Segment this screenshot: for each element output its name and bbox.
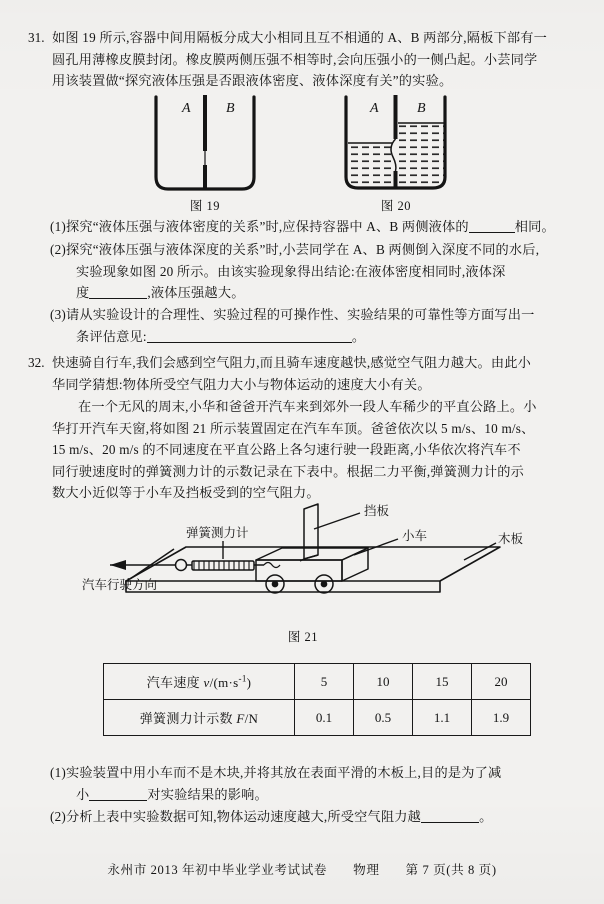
q32-sub1-line-1 <box>50 762 590 784</box>
q32-p2-line-3: 15 m/s、20 m/s 的不同速度在平直公路上各匀速行驶一段距离,小华依次将汽车不 <box>52 442 521 457</box>
q31-sub3-line-2 <box>50 326 590 348</box>
figure-20 <box>340 95 452 214</box>
figure-21 <box>68 503 538 645</box>
speed-unit-exp: -1 <box>238 673 247 684</box>
table-cell-force-1: 0.1 <box>295 700 354 736</box>
figure-20-label-b: B <box>417 101 426 116</box>
footer-subject: 物理 <box>353 863 380 877</box>
q32-p2-line-4: 同行驶速度时的弹簧测力计的示数记录在下表中。根据二力平衡,弹簧测力计的示 <box>52 463 525 479</box>
q31-sub1-blank[interactable] <box>469 232 515 233</box>
q31-sub3-label: (3) <box>50 307 66 322</box>
figure-19-container <box>150 95 260 195</box>
q31-sub1-text-before: 探究“液体压强与液体密度的关系”时,应保持容器中 A、B 两侧液体的 <box>65 219 469 234</box>
table-cell-speed-2: 10 <box>354 664 413 700</box>
figure-19-label-b: B <box>226 101 235 116</box>
q31-sub2-text-3a: 度 <box>76 285 90 300</box>
q32-sub2-blank[interactable] <box>421 822 479 823</box>
force-unit: /N <box>244 711 259 726</box>
question-32-sub-1 <box>50 762 590 805</box>
figure-21-label-baffle: 挡板 <box>364 504 390 518</box>
q31-sub1-label: (1) <box>50 219 66 234</box>
figure-21-label-board: 木板 <box>498 532 524 546</box>
question-32-sub-2 <box>50 806 590 828</box>
speed-unit-end: ) <box>246 675 252 690</box>
page-footer <box>0 859 604 878</box>
figure-21-label-direction: 汽车行驶方向 <box>82 578 158 592</box>
q32-sub1-blank[interactable] <box>89 800 147 801</box>
force-symbol: F <box>236 711 245 726</box>
speed-symbol: v <box>203 675 210 690</box>
q31-sub2-line-3 <box>50 282 590 304</box>
q31-sub3-text-1: 请从实验设计的合理性、实验过程的可操作性、实验结果的可靠性等方面写出一 <box>65 307 535 322</box>
table-cell-speed-1: 5 <box>295 664 354 700</box>
q31-sub3-text-2b: 。 <box>351 328 366 344</box>
q32-sub1-text-2b: 对实验结果的影响。 <box>147 786 268 802</box>
q31-sub2-line-1 <box>50 239 590 261</box>
question-32-number: 32. <box>28 355 45 370</box>
figure-20-container <box>340 95 452 195</box>
q31-sub2-blank[interactable] <box>89 298 147 299</box>
figure-19-svg <box>150 95 260 195</box>
footer-exam-name: 永州市 2013 年初中毕业学业考试试卷 <box>107 863 328 877</box>
q31-sub3-blank[interactable] <box>147 342 352 343</box>
figure-21-svg <box>68 503 538 625</box>
figure-19-caption: 图 19 <box>189 199 221 213</box>
question-31-sub-2 <box>50 239 590 304</box>
q32-sub2-text-before: 分析上表中实验数据可知,物体运动速度越大,所受空气阻力越 <box>65 809 422 824</box>
table-cell-speed-3: 15 <box>413 664 472 700</box>
direction-arrow-icon <box>110 560 176 570</box>
figure-20-label-a: A <box>370 101 379 116</box>
q32-sub1-text-2a: 小 <box>76 786 90 802</box>
q32-stem-line-1: 快速骑自行车,我们会感到空气阻力,而且骑车速度越快,感觉空气阻力越大。由此小 <box>52 355 532 370</box>
q31-sub2-text-1: 探究“液体压强与液体深度的关系”时,小芸同学在 A、B 两侧倒入深度不同的水后, <box>65 242 540 257</box>
figure-19 <box>150 95 260 214</box>
footer-page-number: 第 7 页(共 8 页) <box>405 863 497 877</box>
table-cell-force-2: 0.5 <box>354 700 413 736</box>
question-31-sub-1 <box>50 216 590 238</box>
q32-stem-line-2: 华同学猜想:物体所受空气阻力大小与物体运动的速度大小有关。 <box>52 376 431 392</box>
q31-stem-line-1: 如图 19 所示,容器中间用隔板分成大小相同且互不相通的 A、B 两部分,隔板下部有一 <box>52 30 548 45</box>
q32-sub2-text-after: 。 <box>479 809 493 824</box>
q31-sub2-text-3b: ,液体压强越大。 <box>147 285 245 300</box>
q31-stem-line-2: 圆孔用薄橡皮膜封闭。橡皮膜两侧压强不相等时,会向压强小的一侧凸起。小芸同学 <box>52 51 538 67</box>
figure-20-svg <box>340 95 452 195</box>
question-31-number: 31. <box>28 30 45 45</box>
figure-21-caption: 图 21 <box>287 630 319 644</box>
q32-sub1-text-1: 实验装置中用小车而不是木块,并将其放在表面平滑的木板上,目的是为了减 <box>65 765 502 780</box>
q32-p2-line-2: 华打开汽车天窗,将如图 21 所示装置固定在汽车车顶。爸爸依次以 5 m/s、10 m/s、 <box>52 420 535 436</box>
table-header-speed <box>104 664 295 700</box>
speed-label-cn: 汽车速度 <box>146 675 204 690</box>
question-32-stem <box>52 352 590 395</box>
q31-sub2-label: (2) <box>50 242 66 257</box>
table-cell-force-3: 1.1 <box>413 700 472 736</box>
force-label-cn: 弹簧测力计示数 <box>139 711 237 726</box>
question-32-paragraph-2 <box>52 396 590 504</box>
table-header-force <box>104 700 295 736</box>
q31-sub2-text-2: 实验现象如图 20 所示。由该实验现象得出结论:在液体密度相同时,液体深 <box>76 263 506 279</box>
figure-19-label-a: A <box>182 101 191 116</box>
q31-sub1-text-after: 相同。 <box>514 219 555 234</box>
q31-stem-line-3: 用该装置做“探究液体压强是否跟液体密度、液体深度有关”的实验。 <box>52 73 453 88</box>
table-cell-speed-4: 20 <box>472 664 531 700</box>
q31-sub3-text-2a: 条评估意见: <box>76 328 147 344</box>
q31-sub3-line-1 <box>50 304 590 326</box>
figure-21-label-spring-scale: 弹簧测力计 <box>186 526 249 540</box>
table-row-speed <box>104 664 531 700</box>
question-31-stem <box>52 27 590 92</box>
table-row-force <box>104 700 531 736</box>
figure-20-caption: 图 20 <box>380 199 412 213</box>
speed-unit: /(m·s <box>209 675 239 690</box>
table-cell-force-4: 1.9 <box>472 700 531 736</box>
q32-p2-line-1: 在一个无风的周末,小华和爸爸开汽车来到郊外一段人车稀少的平直公路上。小 <box>78 399 537 414</box>
q32-p2-line-5: 数大小近似等于小车及挡板受到的空气阻力。 <box>52 485 320 500</box>
question-31-sub-3 <box>50 304 590 347</box>
q31-sub2-line-2 <box>50 261 590 283</box>
q32-sub2-label: (2) <box>50 809 66 824</box>
q32-sub1-line-2 <box>50 784 590 806</box>
figure-21-label-cart: 小车 <box>402 529 428 543</box>
q32-sub1-label: (1) <box>50 765 66 780</box>
experiment-data-table <box>103 663 531 736</box>
